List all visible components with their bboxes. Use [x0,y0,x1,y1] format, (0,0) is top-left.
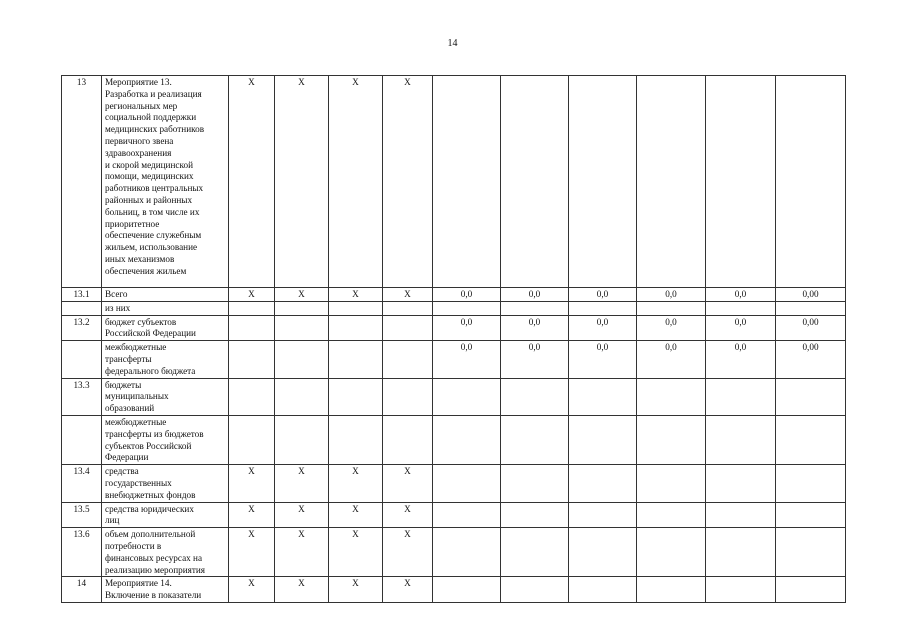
row-name-cell: межбюджетные трансферты федерального бюджета [102,341,229,378]
row-number-cell [62,301,102,315]
row-name-cell: межбюджетные трансферты из бюджетов субъектов Российской Федерации [102,415,229,464]
mark-cell: X [275,76,329,288]
mark-cell [329,315,383,341]
row-number-cell: 13.4 [62,465,102,502]
mark-cell [329,301,383,315]
value-cell [433,528,501,577]
mark-cell: X [229,502,275,528]
value-cell [501,577,569,603]
mark-cell: X [229,528,275,577]
table-row [62,577,846,603]
mark-cell [329,341,383,378]
value-cell: 0,0 [637,341,706,378]
value-cell [776,415,846,464]
value-cell [569,301,637,315]
value-cell: 0,0 [706,341,776,378]
value-cell [569,528,637,577]
value-cell: 0,0 [501,341,569,378]
table-row [62,528,846,577]
mark-cell [275,415,329,464]
value-cell [637,502,706,528]
value-cell [776,577,846,603]
row-number-cell: 13.1 [62,288,102,302]
mark-cell: X [329,465,383,502]
value-cell [501,378,569,415]
row-name-cell: средства юридических лиц [102,502,229,528]
mark-cell: X [275,465,329,502]
value-cell [776,76,846,288]
value-cell: 0,0 [433,288,501,302]
row-number-cell: 14 [62,577,102,603]
mark-cell: X [329,502,383,528]
value-cell [569,465,637,502]
row-name-cell: Мероприятие 14. Включение в показатели [102,577,229,603]
funding-table [61,75,846,603]
value-cell [501,465,569,502]
value-cell: 0,0 [569,288,637,302]
value-cell: 0,0 [706,315,776,341]
table-row [62,315,846,341]
mark-cell [383,415,433,464]
mark-cell: X [275,528,329,577]
value-cell [776,301,846,315]
row-number-cell [62,341,102,378]
value-cell [501,528,569,577]
value-cell: 0,0 [501,288,569,302]
value-cell [706,76,776,288]
value-cell [433,415,501,464]
value-cell: 0,0 [433,315,501,341]
value-cell [433,378,501,415]
value-cell [501,301,569,315]
value-cell [501,76,569,288]
table-row [62,301,846,315]
row-name-cell: Всего [102,288,229,302]
mark-cell [229,415,275,464]
value-cell [569,415,637,464]
mark-cell [275,301,329,315]
value-cell [776,378,846,415]
value-cell [706,502,776,528]
mark-cell: X [383,76,433,288]
mark-cell: X [229,76,275,288]
table-row [62,415,846,464]
page-number: 14 [447,38,458,49]
mark-cell [329,415,383,464]
mark-cell [275,315,329,341]
value-cell [706,378,776,415]
value-cell: 0,0 [569,315,637,341]
value-cell [569,378,637,415]
value-cell [706,415,776,464]
row-name-cell: из них [102,301,229,315]
table-row [62,502,846,528]
value-cell [433,301,501,315]
value-cell [706,577,776,603]
row-number-cell: 13.5 [62,502,102,528]
value-cell [776,502,846,528]
mark-cell: X [329,528,383,577]
value-cell [433,76,501,288]
value-cell: 0,00 [776,341,846,378]
value-cell [637,528,706,577]
value-cell: 0,0 [706,288,776,302]
value-cell [501,415,569,464]
value-cell [706,301,776,315]
mark-cell [229,378,275,415]
row-name-cell: бюджет субъектов Российской Федерации [102,315,229,341]
mark-cell: X [383,577,433,603]
value-cell: 0,00 [776,288,846,302]
value-cell [706,465,776,502]
value-cell [433,465,501,502]
value-cell [637,76,706,288]
mark-cell [329,378,383,415]
mark-cell: X [229,465,275,502]
mark-cell: X [275,577,329,603]
mark-cell: X [329,288,383,302]
value-cell [637,301,706,315]
value-cell [433,502,501,528]
mark-cell: X [229,577,275,603]
value-cell: 0,0 [569,341,637,378]
mark-cell [383,315,433,341]
value-cell [569,76,637,288]
table-row [62,288,846,302]
value-cell: 0,0 [637,288,706,302]
row-name-cell: бюджеты муниципальных образований [102,378,229,415]
mark-cell: X [229,288,275,302]
value-cell: 0,00 [776,315,846,341]
row-number-cell: 13.6 [62,528,102,577]
row-name-cell: средства государственных внебюджетных фондов [102,465,229,502]
mark-cell: X [383,502,433,528]
mark-cell [229,301,275,315]
mark-cell: X [329,577,383,603]
value-cell [637,415,706,464]
mark-cell: X [383,465,433,502]
value-cell [501,502,569,528]
mark-cell [229,341,275,378]
mark-cell [275,341,329,378]
row-number-cell: 13.3 [62,378,102,415]
value-cell [637,577,706,603]
value-cell [637,378,706,415]
mark-cell [275,378,329,415]
row-number-cell: 13.2 [62,315,102,341]
row-name-cell: Мероприятие 13. Разработка и реализация региональных мер социальной поддержки медицинских работников первичного звена здравоохранения и скорой медицинской помощи, медицинских работников центральных районных и районных больниц, в том числе их приоритетное обеспечение служебным жильем, использование иных механизмов обеспечения жильем [102,76,229,288]
table-row [62,341,846,378]
value-cell: 0,0 [433,341,501,378]
value-cell: 0,0 [501,315,569,341]
table-row [62,378,846,415]
value-cell [776,465,846,502]
mark-cell [383,301,433,315]
value-cell [776,528,846,577]
value-cell [637,465,706,502]
value-cell [569,502,637,528]
value-cell: 0,0 [637,315,706,341]
mark-cell: X [329,76,383,288]
value-cell [433,577,501,603]
row-number-cell [62,415,102,464]
mark-cell [383,341,433,378]
mark-cell: X [383,288,433,302]
mark-cell: X [275,288,329,302]
value-cell [706,528,776,577]
value-cell [569,577,637,603]
mark-cell: X [383,528,433,577]
mark-cell [383,378,433,415]
row-name-cell: объем дополнительной потребности в финансовых ресурсах на реализацию мероприятия [102,528,229,577]
table-row [62,76,846,288]
row-number-cell: 13 [62,76,102,288]
mark-cell [229,315,275,341]
table-row [62,465,846,502]
mark-cell: X [275,502,329,528]
